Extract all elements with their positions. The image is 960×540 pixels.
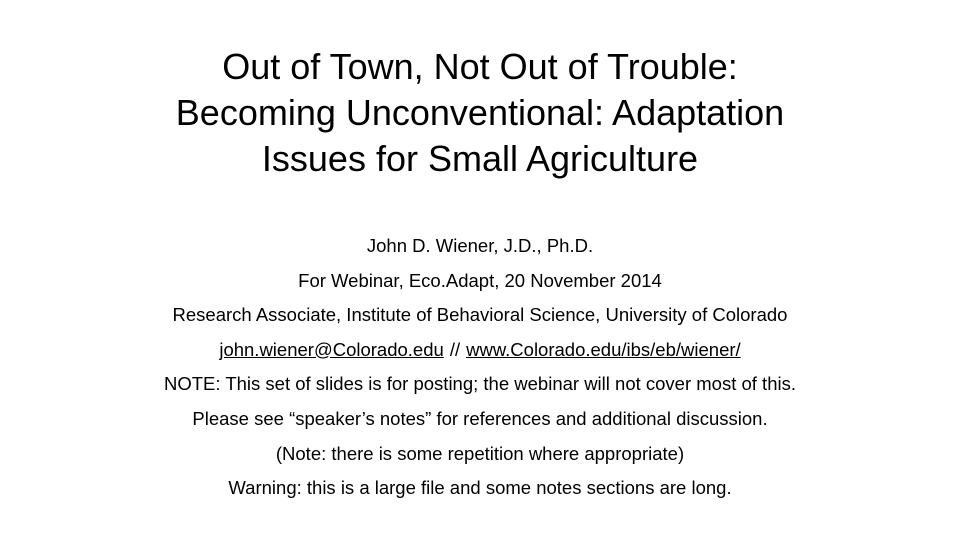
website-link[interactable]: www.Colorado.edu/ibs/eb/wiener/ xyxy=(466,338,741,360)
title-line-3: Issues for Small Agriculture xyxy=(261,138,699,179)
note-line-4: Warning: this is a large file and some notes sections are long. xyxy=(228,477,732,499)
title-line-1: Out of Town, Not Out of Trouble: xyxy=(222,46,738,87)
affiliation-line: Research Associate, Institute of Behavioral Science, University of Colorado xyxy=(172,304,788,326)
note-line-1: NOTE: This set of slides is for posting; the webinar will not cover most of this. xyxy=(164,373,796,395)
slide-title xyxy=(60,44,900,182)
author-line: John D. Wiener, J.D., Ph.D. xyxy=(366,235,594,256)
contact-separator: // xyxy=(449,338,461,360)
note-line-3: (Note: there is some repetition where appropriate) xyxy=(275,442,685,464)
slide-subtitle xyxy=(40,229,920,506)
email-link[interactable]: john.wiener@Colorado.edu xyxy=(219,338,444,360)
note-line-2: Please see “speaker’s notes” for references and additional discussion. xyxy=(192,407,768,429)
title-line-2: Becoming Unconventional: Adaptation xyxy=(175,92,785,133)
contact-line xyxy=(40,333,920,368)
event-line: For Webinar, Eco.Adapt, 20 November 2014 xyxy=(298,269,662,291)
